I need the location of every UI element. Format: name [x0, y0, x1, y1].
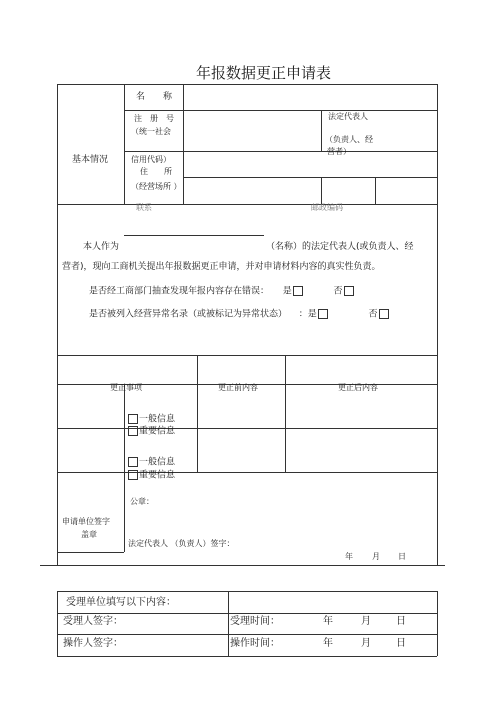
option-important-label: 重要信息 [139, 426, 176, 437]
divider [197, 355, 198, 472]
row-1-important-checkbox[interactable] [128, 426, 138, 436]
divider [124, 110, 437, 111]
divider [124, 384, 125, 472]
operate-day: 日 [396, 638, 406, 649]
divider [57, 591, 58, 656]
contact-label: 联系 [136, 203, 152, 212]
page-title: 年报数据更正申请表 [196, 64, 332, 82]
legal-rep-label-2: （负责人、经 [325, 135, 373, 144]
form-top-border [57, 84, 437, 85]
reg-number-label-2: （统一社会 [131, 127, 171, 136]
row-2-general-checkbox[interactable] [128, 457, 138, 467]
name-label: 名 称 [136, 92, 173, 102]
acceptor-sign-label: 受理人签字： [63, 616, 123, 627]
legal-rep-sign-label: 法定代表人 （负责人）签字： [128, 539, 235, 548]
divider [124, 472, 125, 552]
legal-rep-label-3: 营者） [327, 147, 351, 156]
divider [57, 613, 437, 614]
divider [437, 591, 438, 656]
divider [228, 591, 229, 656]
address-label-2: （经营场所 ） [131, 182, 182, 191]
divider [57, 355, 437, 356]
question-spot-check-text: 是否经工商部门抽查发现年报内容存在错误： [89, 286, 270, 297]
operate-year: 年 [323, 638, 333, 649]
declaration-name-input[interactable] [124, 238, 264, 252]
postcode-label: 邮政编码 [311, 203, 343, 212]
divider [57, 656, 437, 657]
declaration-line-2: 营者)，现向工商机关提出年报数据更正申请，并对申请材料内容的真实性负责。 [62, 262, 381, 272]
sign-year: 年 [345, 552, 353, 561]
reg-number-field[interactable] [185, 112, 319, 149]
form-left-border [57, 84, 58, 565]
row-1-general-checkbox[interactable] [128, 414, 138, 424]
official-seal-label: 公章： [130, 497, 154, 506]
row-1-after-field[interactable] [287, 383, 435, 426]
divider [57, 472, 437, 473]
option-general-label: 一般信息 [139, 457, 176, 468]
accept-day: 日 [396, 616, 406, 627]
no-label: 否 [368, 309, 378, 320]
question-spot-check [89, 286, 355, 297]
divider [57, 204, 437, 205]
row-2-option-general [127, 457, 175, 468]
accept-year: 年 [323, 616, 333, 627]
option-general-label: 一般信息 [139, 414, 176, 425]
form-bottom-border [40, 565, 445, 566]
option-important-label: 重要信息 [139, 470, 176, 481]
abnormal-no-checkbox[interactable] [379, 309, 389, 319]
yes-label: 是 [282, 286, 292, 297]
form-right-border [437, 84, 438, 565]
divider [57, 634, 437, 635]
column-header-before: 更正前内容 [218, 383, 258, 392]
divider [375, 177, 376, 204]
divider [124, 151, 437, 152]
address-field[interactable] [185, 179, 319, 202]
operator-sign-field[interactable] [130, 636, 226, 654]
reg-number-label: 注 册 号 [134, 114, 174, 123]
legal-rep-label: 法定代表人 [328, 112, 368, 121]
operate-time-label: 操作时间： [230, 638, 280, 649]
question-abnormal-text: 是否被列入经营异常名录（或被标记为异常状态） [89, 309, 288, 320]
spot-check-no-checkbox[interactable] [344, 286, 354, 296]
name-field[interactable] [185, 86, 435, 108]
no-label: 否 [333, 286, 343, 297]
acceptor-sign-field[interactable] [130, 615, 226, 633]
declaration-prefix: 本人作为 [83, 242, 120, 252]
name-blank-underline [124, 235, 264, 236]
row-2-before-field[interactable] [199, 430, 283, 470]
yes-label: ：是 [298, 309, 317, 320]
divider [57, 591, 437, 592]
sign-day: 日 [398, 552, 406, 561]
applicant-sign-label: 申请单位签字 [62, 517, 110, 526]
credit-code-field[interactable] [185, 153, 435, 175]
declaration-suffix: （名称）的法定代表人(或负责人、经 [266, 242, 414, 252]
credit-code-label: 信用代码） [131, 155, 171, 164]
accept-time-label: 受理时间： [230, 616, 280, 627]
row-1-option-important [127, 426, 175, 437]
basic-info-label: 基本情况 [72, 155, 109, 165]
row-2-after-field[interactable] [287, 430, 435, 470]
applicant-seal-label: 盖章 [81, 530, 97, 539]
acceptance-heading: 受理单位填写以下内容： [66, 597, 176, 608]
row-1-before-field[interactable] [199, 383, 283, 426]
row-1-option-general [127, 414, 175, 425]
sign-month: 月 [372, 552, 380, 561]
divider [321, 110, 322, 151]
operator-sign-label: 操作人签字： [63, 638, 123, 649]
divider [321, 177, 322, 204]
abnormal-yes-checkbox[interactable] [318, 309, 328, 319]
official-seal-area[interactable] [126, 474, 435, 534]
divider [57, 428, 437, 429]
divider [183, 177, 437, 178]
divider [57, 552, 124, 553]
divider [124, 84, 125, 204]
operate-month: 月 [361, 638, 371, 649]
accept-month: 月 [361, 616, 371, 627]
question-abnormal-list [89, 309, 390, 320]
spot-check-yes-checkbox[interactable] [293, 286, 303, 296]
divider [183, 84, 184, 204]
address-label: 住 所 [140, 167, 172, 176]
divider [285, 355, 286, 472]
column-header-item: 更正事项 [110, 383, 142, 392]
column-header-after: 更正后内容 [338, 383, 378, 392]
